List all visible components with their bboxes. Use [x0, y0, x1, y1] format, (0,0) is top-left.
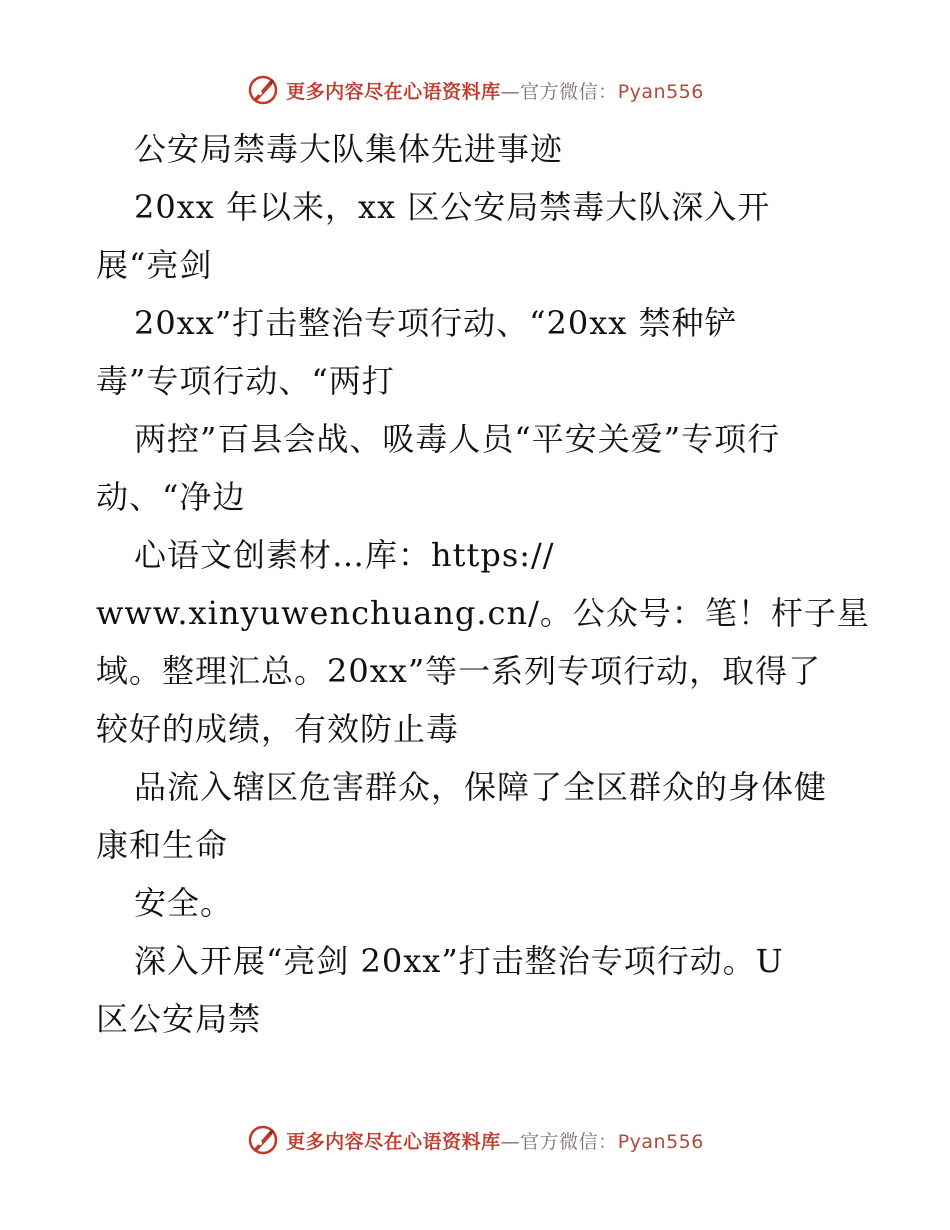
document-line: 安全。 [134, 884, 234, 922]
brush-logo-icon [246, 1123, 280, 1157]
document-line: 两控”百县会战、吸毒人员“平安关爱”专项行 [134, 420, 781, 458]
banner-dash: — [500, 80, 521, 103]
document-line: www.xinyuwenchuang.cn/。公众号：笔！杆子星 [96, 594, 870, 632]
banner-wechat-id: Pyan556 [617, 1130, 704, 1153]
document-line: 展“亮剑 [96, 246, 213, 284]
banner-site-name: 更多内容尽在心语资料库 [286, 80, 501, 103]
document-line: 20xx”打击整治专项行动、“20xx 禁种铲 [134, 304, 738, 342]
document-line: 域。整理汇总。20xx”等一系列专项行动，取得了 [96, 652, 822, 690]
banner-site-name: 更多内容尽在心语资料库 [286, 1130, 501, 1153]
banner-wechat-label: 官方微信： [520, 1130, 618, 1153]
document-line: 区公安局禁 [96, 1000, 262, 1038]
document-line: 康和生命 [96, 826, 229, 864]
banner-wechat-label: 官方微信： [520, 80, 618, 103]
banner-wechat-id: Pyan556 [617, 80, 704, 103]
document-body [96, 120, 870, 1048]
document-line: 深入开展“亮剑 20xx”打击整治专项行动。U [134, 942, 784, 980]
banner-text [286, 77, 704, 104]
document-line: 动、“净边 [96, 478, 246, 516]
header-banner [0, 70, 950, 110]
document-line: 20xx 年以来，xx 区公安局禁毒大队深入开 [134, 188, 771, 226]
document-line: 较好的成绩，有效防止毒 [96, 710, 460, 748]
banner-text [286, 1127, 704, 1154]
brush-logo-icon [246, 73, 280, 107]
document-line: 公安局禁毒大队集体先进事迹 [134, 130, 564, 168]
document-line: 心语文创素材…库：https:// [134, 536, 555, 574]
footer-banner [0, 1120, 950, 1160]
document-line: 毒”专项行动、“两打 [96, 362, 395, 400]
banner-dash: — [500, 1130, 521, 1153]
document-line: 品流入辖区危害群众，保障了全区群众的身体健 [134, 768, 828, 806]
